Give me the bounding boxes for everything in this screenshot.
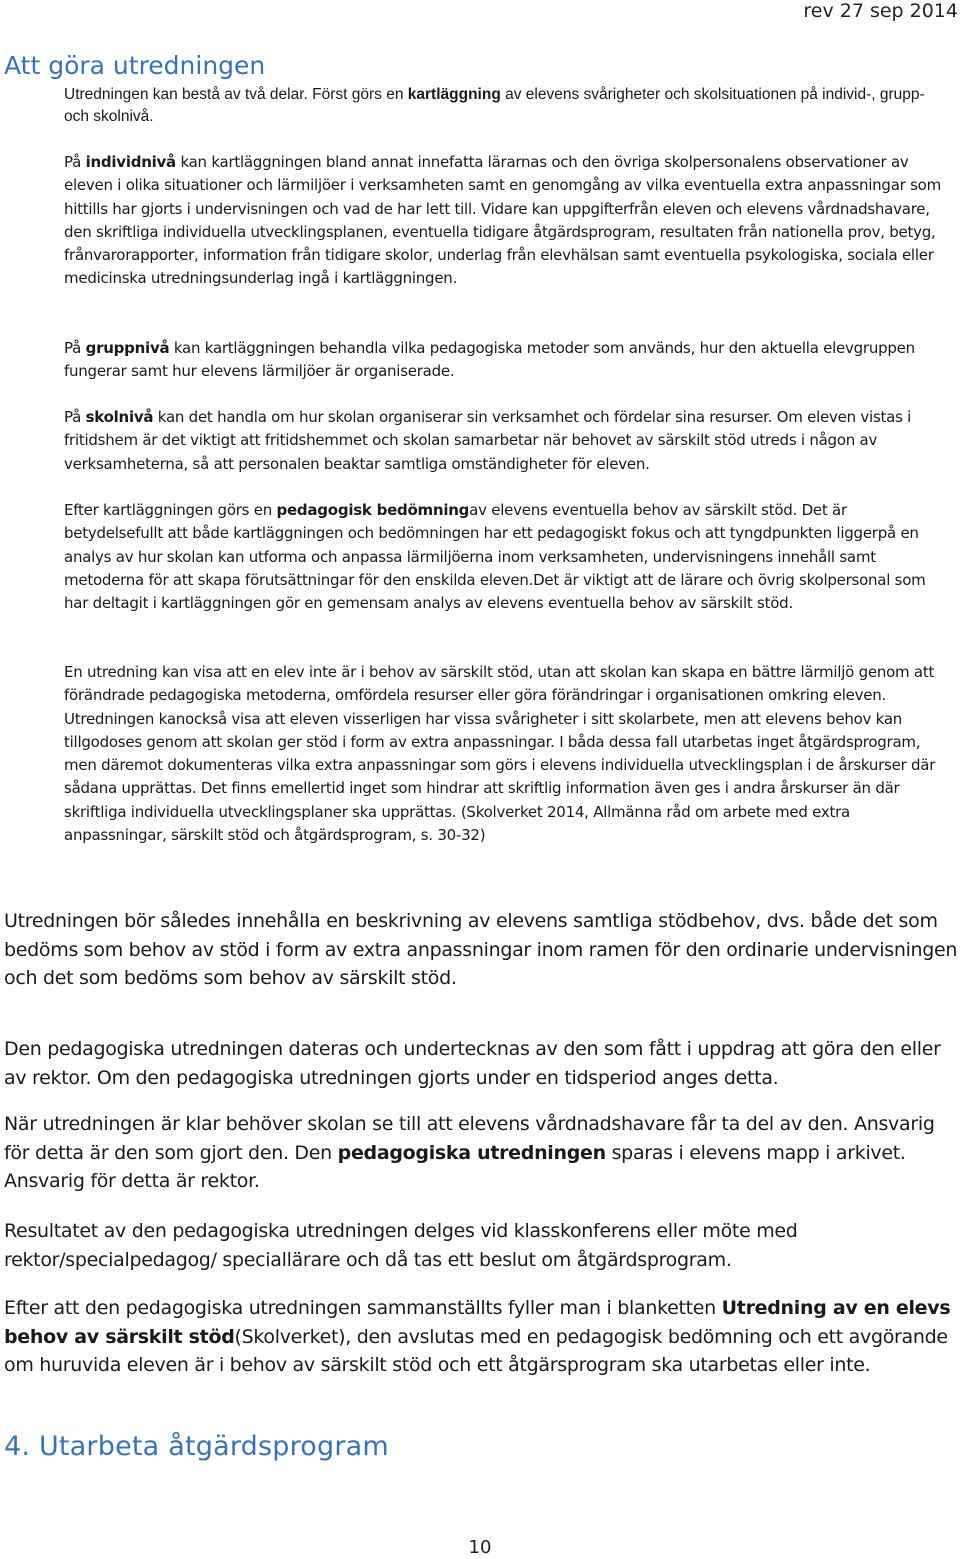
individ-bold: individnivå (85, 153, 176, 171)
skol-text-2: kan det handla om hur skolan organiserar sin verksamhet och fördelar sina resurser. Om eleven vistas i fritidshem är det viktigt att fritidshemmet och skolan samarbetar när behovet av särskilt stöd utreds i någon av verksamheterna, så att personalen beaktar samtliga omständigheter för eleven. (64, 408, 912, 473)
intro-bold: kartläggning (407, 86, 501, 103)
efter-text-1: Efter kartläggningen görs en (64, 501, 277, 519)
skol-text-1: På (64, 408, 86, 426)
blanketten-bold: Utredning av en elevs behov av särskilt stöd (4, 1297, 951, 1348)
en-utredning-paragraph: En utredning kan visa att en elev inte är i behov av särskilt stöd, utan att skolan kan skapa en bättre lärmiljö genom att förändrade pedagogiska metoderna, omfördela resurser eller göra förändringar i organisationen omkring eleven. Utredningen kanockså visa att eleven visserligen har vissa svårigheter i sitt skolarbete, men att elevens behov kan tillgodoses genom att skolan ger stöd i form av extra anpassningar. I båda dessa fall utarbetas inget åtgärdsprogram, men däremot dokumenteras vilka extra anpassningar som görs i elevens individuella utvecklingsplan i de årskurser där sådana upprättas. Det finns emellertid inget som hindrar att skriftlig information även ges i andra årskurser än där skriftliga individuella utvecklingsplaner ska upprättas. (Skolverket 2014, Allmänna råd om arbete med extra anpassningar, särskilt stöd och åtgärdsprogram, s. 30-32) (64, 663, 936, 845)
skol-bold: skolnivå (85, 408, 154, 426)
intro-paragraph (64, 84, 944, 128)
utredningen-bor-paragraph: Utredningen bör således innehålla en beskrivning av elevens samtliga stödbehov, dvs. både det som bedöms som behov av stöd i form av extra anpassningar inom ramen för den ordinarie undervisningen och det som bedöms som behov av särskilt stöd. (4, 910, 958, 990)
individ-text-1: På (64, 153, 86, 171)
skolniva-paragraph (64, 406, 944, 476)
individ-text-2: kan kartläggningen bland annat innefatta lärarnas och den övriga skolpersonalens observationer av eleven i olika situationer och lärmiljöer i verksamheten samt en genomgång av vilka eventuella extra anpassningar som hittills har gjorts i undervisningen och vad de har lett till. Vidare kan uppgifterfrån eleven och elevens vårdnadshavare, den skriftliga individuella utvecklingsplanen, eventuella tidigare åtgärdsprogram, resultaten från nationella prov, betyg, frånvarorapporter, information från tidigare skolor, underlag från elevhälsan samt eventuella psykologiska, sociala eller medicinska utredningsunderlag ingå i kartläggningen. (64, 153, 941, 288)
klar-paragraph (4, 1110, 959, 1196)
section-title: Att göra utredningen (4, 51, 266, 80)
revision-date: rev 27 sep 2014 (803, 0, 958, 22)
blanketten-text-1: Efter att den pedagogiska utredningen sammanställts fyller man i blanketten (4, 1297, 722, 1319)
klar-text-1: När utredningen är klar behöver skolan se till att elevens vårdnadshavare får ta del av den. Ansvarig för detta är den som gjort den. Den (4, 1113, 935, 1164)
blanketten-text-2: (Skolverket), den avslutas med en pedagogisk bedömning och ett avgörande om huruvida eleven är i behov av särskilt stöd och ett åtgärsprogram ska utarbetas eller inte. (4, 1325, 948, 1377)
intro-text-2: av elevens svårigheter och skolsituationen på individ-, grupp- och skolnivå. (64, 86, 925, 125)
klar-bold: pedagogiska utredningen (337, 1141, 606, 1164)
pedagogisk-bedomning-paragraph (64, 499, 944, 615)
gruppniva-paragraph (64, 337, 944, 384)
resultatet-paragraph: Resultatet av den pedagogiska utredningen delges vid klasskonferens eller möte med rektor/specialpedagog/ speciallärare och då tas ett beslut om åtgärdsprogram. (4, 1220, 798, 1271)
dateras-paragraph: Den pedagogiska utredningen dateras och undertecknas av den som fått i uppdrag att göra den eller av rektor. Om den pedagogiska utredningen gjorts under en tidsperiod anges detta. (4, 1038, 941, 1089)
blanketten-paragraph (4, 1294, 959, 1380)
grupp-bold: gruppnivå (85, 339, 170, 357)
klar-text-2: sparas i elevens mapp i arkivet. Ansvarig för detta är rektor. (4, 1141, 906, 1193)
page-number: 10 (468, 1537, 492, 1558)
intro-text-1: Utredningen kan bestå av två delar. Först görs en (64, 86, 408, 103)
grupp-text-1: På (64, 339, 86, 357)
individniva-paragraph (64, 151, 944, 291)
efter-text-2: av elevens eventuella behov av särskilt stöd. Det är betydelsefullt att både kartläggningen och bedömningen har ett pedagogiskt fokus och att tyngdpunkten liggerpå en analys av hur skolan kan utforma och anpassa lärmiljöerna inom verksamheten, undervisningens innehåll samt metoderna för att skapa förutsättningar för den enskilda eleven.Det är viktigt att de lärare och övrig skolpersonal som har deltagit i kartläggningen gör en gemensam analys av elevens eventuella behov av särskilt stöd. (64, 501, 926, 613)
next-section-heading: 4. Utarbeta åtgärdsprogram (4, 1431, 389, 1462)
efter-bold: pedagogisk bedömning (276, 501, 470, 519)
grupp-text-2: kan kartläggningen behandla vilka pedagogiska metoder som används, hur den aktuella elevgruppen fungerar samt hur elevens lärmiljöer är organiserade. (64, 339, 915, 381)
